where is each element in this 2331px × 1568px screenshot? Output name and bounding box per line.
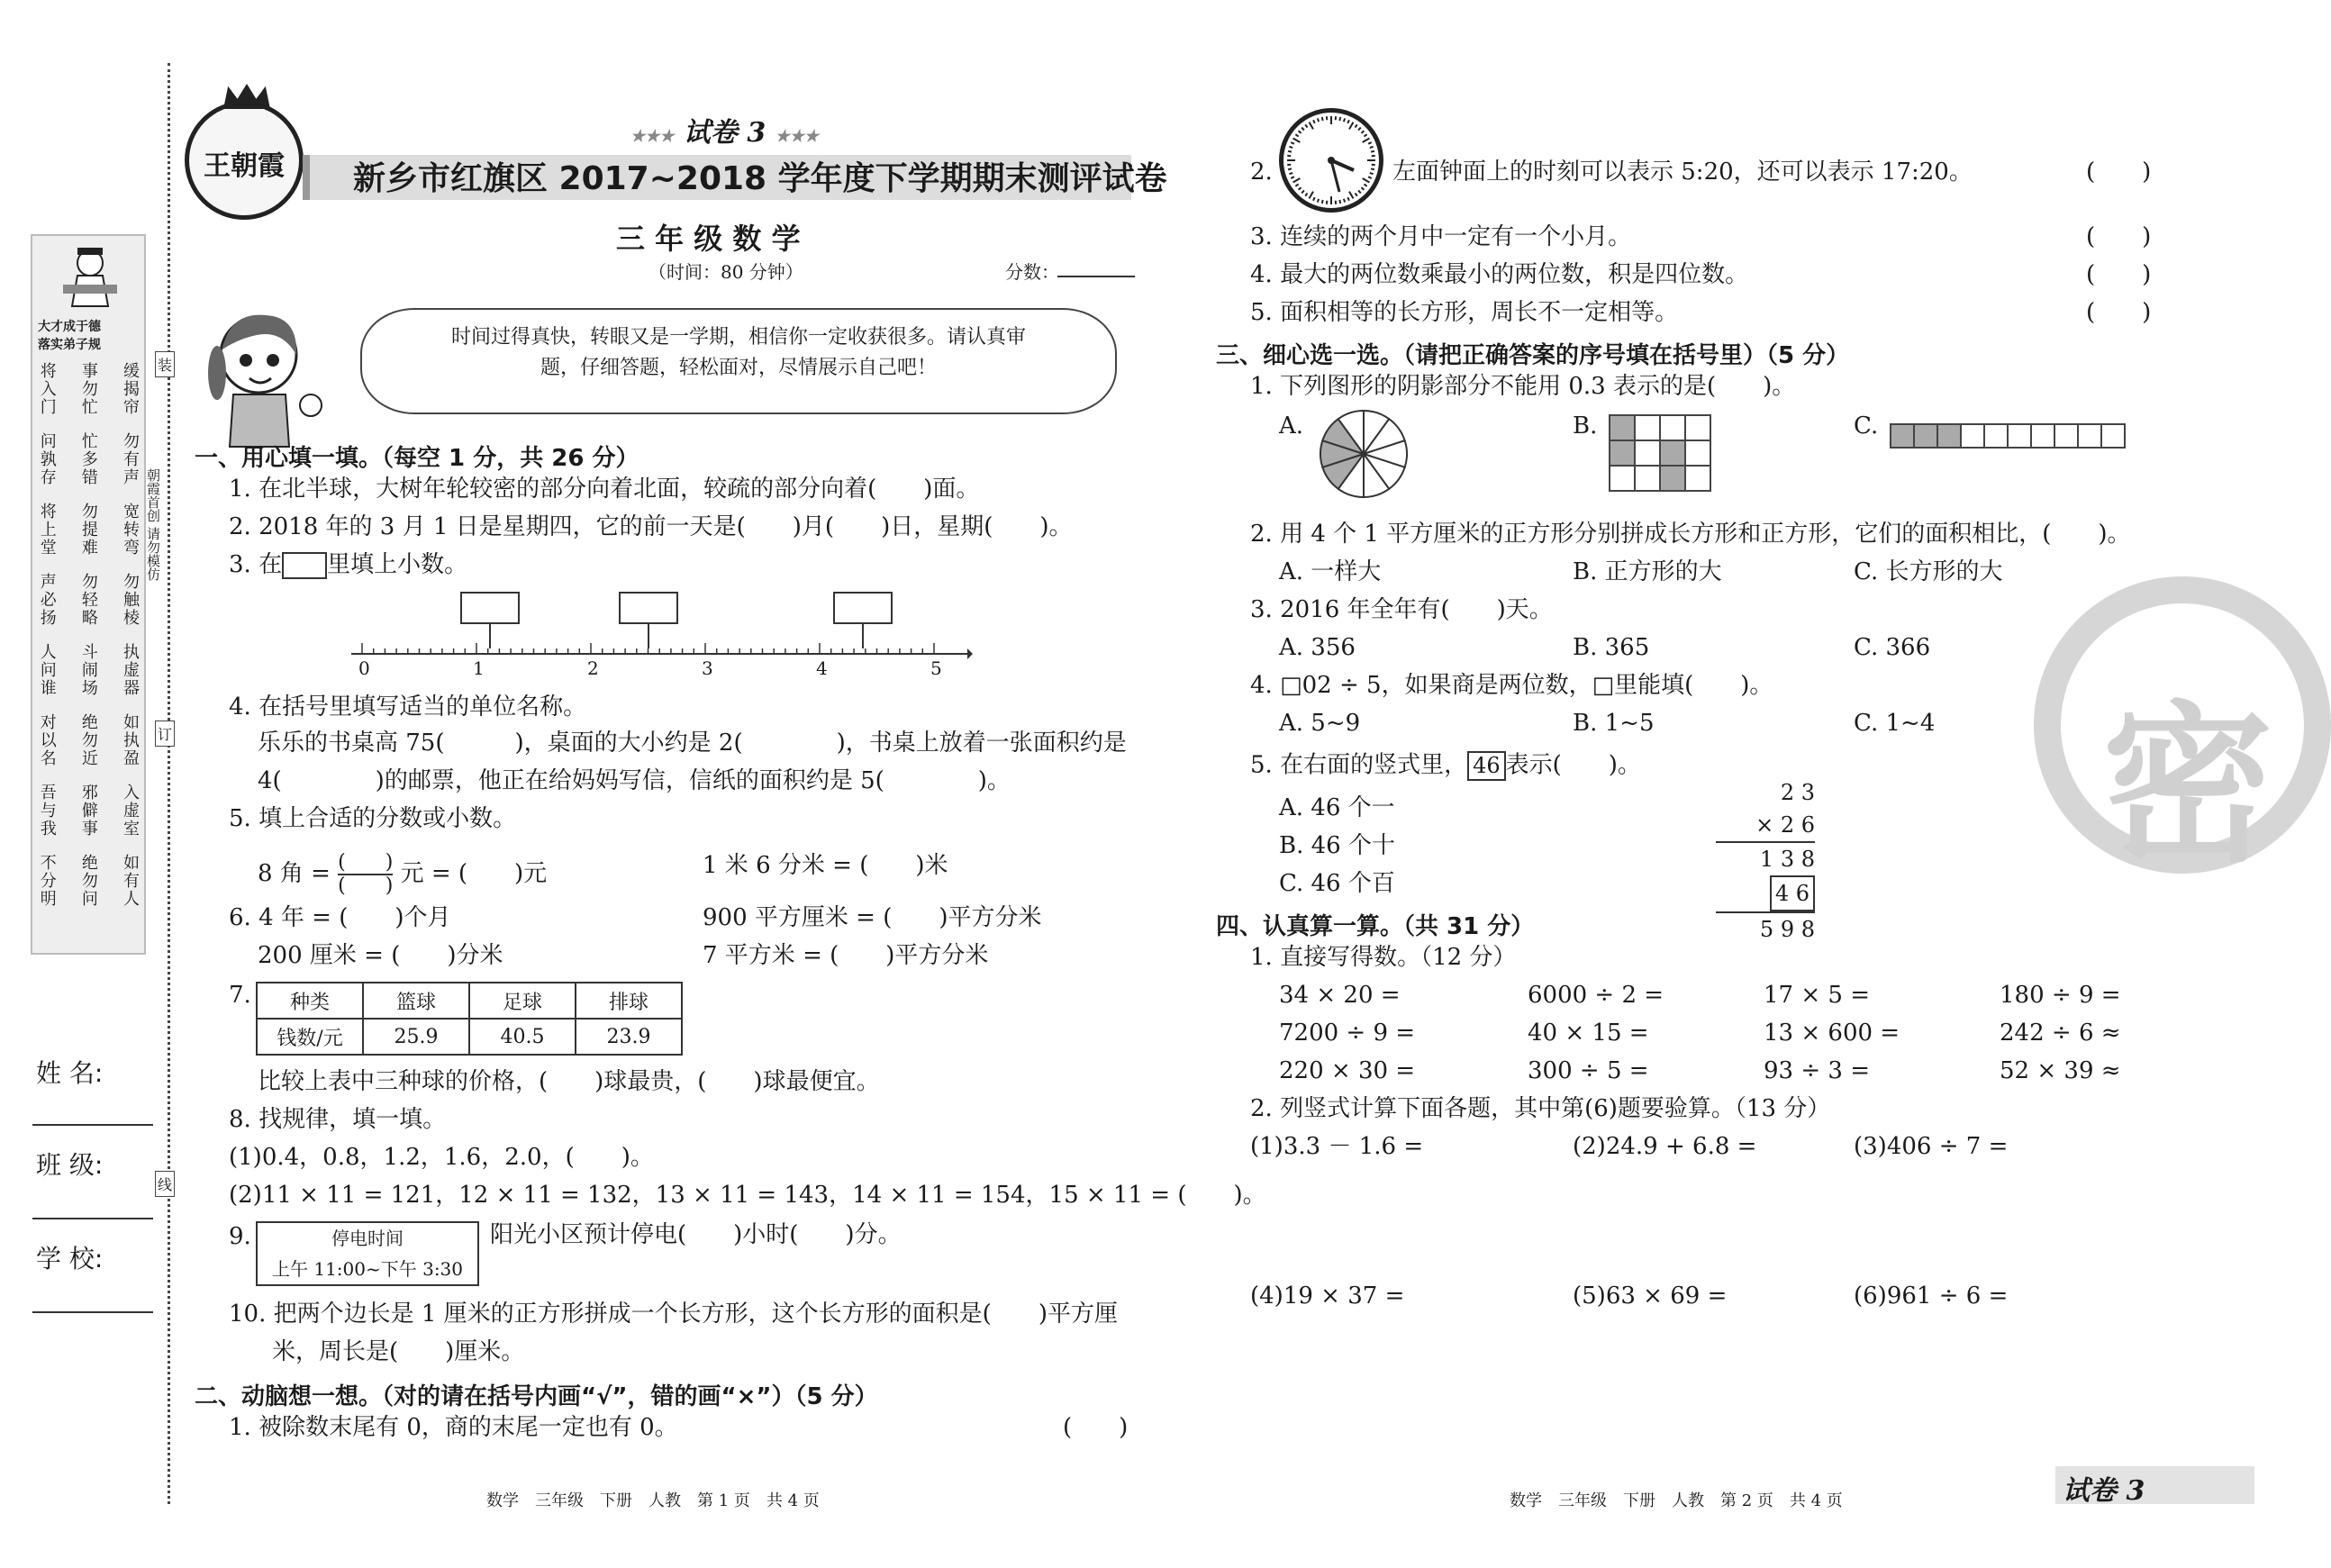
table-cell: 25.9 <box>363 1019 469 1055</box>
encouragement-line-2: 题，仔细答题，轻松面对，尽情展示自己吧！ <box>540 357 937 379</box>
clock-tick <box>1364 134 1366 136</box>
clock-tick <box>1371 151 1374 152</box>
clock-tick <box>1361 187 1364 190</box>
clock-tick <box>1310 122 1314 130</box>
judge-4-answer[interactable]: ( ) <box>2086 261 2152 288</box>
dizigui-col: 吾与我 <box>37 784 57 838</box>
table-header: 篮球 <box>363 983 469 1019</box>
encouragement-cloud <box>360 308 1117 414</box>
dizigui-col: 将上堂 <box>37 503 57 557</box>
vertical-multiplication <box>1716 776 1815 946</box>
binding-line <box>168 63 170 1504</box>
nl-label: 4 <box>816 657 828 679</box>
clock-tick <box>1302 128 1304 131</box>
clock-tick <box>1310 192 1314 199</box>
clock-tick <box>1288 168 1292 169</box>
sidebar-motto-2: 落实弟子规 <box>38 338 101 352</box>
clock-tick <box>1291 142 1294 144</box>
footer-page-1: 数学 三年级 下册 人教 第 1 页 共 4 页 <box>486 1491 820 1510</box>
nl-label: 0 <box>358 657 370 679</box>
choice-2-b[interactable]: B. 正方形的大 <box>1573 558 1722 585</box>
binding-mark-2: 订 <box>155 721 175 747</box>
question-1-4a: 乐乐的书桌高 75( )，桌面的大小约是 2( )，书桌上放着一张面积约是 <box>258 730 1127 757</box>
question-1-2: 2. 2018 年的 3 月 1 日是星期四，它的前一天是( )月( )日，星期( )。 <box>229 513 1073 540</box>
calc-1-title: 1. 直接写得数。（12 分） <box>1250 944 1517 971</box>
clock-tick <box>1318 199 1319 203</box>
clock-tick <box>1305 193 1307 195</box>
clock-tick <box>1293 178 1301 183</box>
corner-series: 试卷 3 <box>2063 1475 2145 1507</box>
nl-label: 2 <box>587 657 599 679</box>
clock-tick <box>1302 190 1304 193</box>
vertical-calc-5[interactable]: (5)63 × 69 = <box>1573 1282 1728 1310</box>
clock-tick <box>1313 120 1315 123</box>
judge-2: 左面钟面上的时刻可以表示 5:20，还可以表示 17:20。 <box>1392 159 1973 186</box>
choice-3: 3. 2016 年全年有( )天。 <box>1250 596 1553 623</box>
answer-box[interactable] <box>282 552 327 579</box>
table-header: 种类 <box>257 983 363 1019</box>
dizigui-col: 人问谁 <box>37 643 57 697</box>
clock-tick <box>1347 120 1349 123</box>
girl-illustration <box>203 304 329 449</box>
question-1-4b: 4( )的邮票，他正在给妈妈写信，信纸的面积约是 5( )。 <box>258 767 1011 794</box>
question-1-3-text: 3. 在 <box>229 551 283 578</box>
clock-tick <box>1355 193 1356 195</box>
number-line <box>351 629 973 683</box>
dizigui-col: 绝勿问 <box>78 854 98 908</box>
name-label: 姓 名: <box>36 1058 104 1088</box>
clock-tick <box>1291 177 1294 178</box>
question-1-6d: 7 平方米 = ( )平方分米 <box>703 942 989 969</box>
table-cell: 钱数/元 <box>257 1019 363 1055</box>
strip-figure <box>1890 423 2126 449</box>
clock-tick <box>1293 139 1301 143</box>
power-outage-box <box>256 1221 479 1286</box>
brand-name: 王朝霞 <box>204 150 285 182</box>
choice-3-a[interactable]: A. 356 <box>1279 634 1356 661</box>
vert-line: 5 9 8 <box>1716 911 1815 946</box>
clock-tick <box>1344 118 1345 122</box>
dizigui-col: 勿触棱 <box>120 573 140 627</box>
pie-figure <box>1317 407 1410 504</box>
question-1-9-number: 9. <box>229 1223 251 1250</box>
exam-title: 新乡市红旗区 2017~2018 学年度下学期期末测评试卷 <box>353 160 1167 197</box>
nl-label: 1 <box>473 657 485 679</box>
mental-math-item[interactable]: 242 ÷ 6 ≈ <box>2000 1020 2121 1047</box>
dizigui-col: 执虚器 <box>120 643 140 697</box>
choice-4-b[interactable]: B. 1~5 <box>1573 710 1655 737</box>
dizigui-col: 邪僻事 <box>78 784 98 838</box>
vert-line: 1 3 8 <box>1716 841 1815 875</box>
question-1-3-text-b: 里填上小数。 <box>327 551 468 578</box>
mental-math-item[interactable]: 17 × 5 = <box>1764 982 1870 1009</box>
question-1-3 <box>229 551 467 579</box>
clock-tick <box>1295 134 1298 136</box>
clock-tick <box>1361 131 1364 133</box>
power-outage-title: 停电时间 <box>331 1228 404 1249</box>
dizigui-col: 勿轻略 <box>78 573 98 627</box>
judge-5-answer[interactable]: ( ) <box>2086 299 2152 326</box>
vert-line: × 2 6 <box>1755 812 1815 838</box>
dizigui-col: 不分明 <box>37 854 57 908</box>
mental-math-item[interactable]: 93 ÷ 3 = <box>1764 1057 1870 1084</box>
clock-tick <box>1339 117 1340 121</box>
question-1-6a: 6. 4 年 = ( )个月 <box>229 904 451 931</box>
series-label <box>630 110 819 150</box>
question-1-5a-text: 8 角 = <box>258 860 331 888</box>
dizigui-col: 勿有声 <box>120 432 140 486</box>
judge-2-number: 2. <box>1250 159 1273 186</box>
section-4-title: 四、认真算一算。（共 31 分） <box>1216 913 1535 940</box>
choice-1-b[interactable]: B. <box>1573 412 1598 440</box>
choice-1-c[interactable]: C. <box>1854 412 1879 440</box>
choice-1: 1. 下列图形的阴影部分不能用 0.3 表示的是( )。 <box>1250 373 1796 400</box>
scholar-illustration <box>45 245 135 299</box>
judge-4: 4. 最大的两位数乘最小的两位数，积是四位数。 <box>1250 261 1749 288</box>
table-cell: 40.5 <box>469 1019 576 1055</box>
judge-1-answer[interactable]: ( ) <box>1063 1414 1129 1441</box>
table-header: 足球 <box>469 983 576 1019</box>
choice-5-c[interactable]: C. 46 个百 <box>1279 870 1395 897</box>
question-1-10a: 10. 把两个边长是 1 厘米的正方形拼成一个长方形，这个长方形的面积是( )平方厘 <box>229 1301 1118 1328</box>
clock-tick <box>1363 139 1370 143</box>
vert-boxed-46: 4 6 <box>1770 875 1815 911</box>
judge-3: 3. 连续的两个月中一定有一个小月。 <box>1250 223 1632 250</box>
clock-tick <box>1339 200 1340 204</box>
vert-line: 2 3 <box>1780 780 1815 805</box>
dizigui-col: 忙多错 <box>78 432 98 486</box>
confidential-stamp <box>2034 576 2331 885</box>
crown-icon <box>223 84 270 109</box>
clock-tick <box>1289 173 1292 174</box>
choice-1-a[interactable]: A. <box>1279 412 1304 440</box>
question-1-6b: 900 平方厘米 = ( )平方分米 <box>703 904 1042 931</box>
clock-tick <box>1368 177 1372 178</box>
dizigui-col: 声必扬 <box>37 573 57 627</box>
calc-2-title: 2. 列竖式计算下面各题，其中第(6)题要验算。（13 分） <box>1250 1095 1831 1122</box>
judge-2-answer[interactable]: ( ) <box>2086 159 2152 186</box>
section-3-title: 三、细心选一选。（请把正确答案的序号填在括号里）（5 分） <box>1216 342 1850 369</box>
question-1-6c: 200 厘米 = ( )分米 <box>258 942 503 969</box>
choice-2-a[interactable]: A. 一样大 <box>1279 558 1382 585</box>
dizigui-col: 入虚室 <box>120 784 140 838</box>
clock-tick <box>1364 184 1366 186</box>
section-2-title: 二、动脑想一想。（对的请在括号内画“√”，错的画“×”）（5 分） <box>195 1383 878 1410</box>
binding-mark-3: 线 <box>155 1171 175 1197</box>
vertical-calc-1[interactable]: (1)3.3 － 1.6 = <box>1250 1133 1424 1160</box>
clock-tick <box>1289 147 1292 148</box>
dizigui-col: 问孰存 <box>37 432 57 486</box>
dizigui-columns <box>38 362 139 908</box>
footer-page-2: 数学 三年级 下册 人教 第 2 页 共 4 页 <box>1510 1491 1843 1510</box>
choice-4: 4. □02 ÷ 5，如果商是两位数，□里能填( )。 <box>1250 672 1773 699</box>
highlight-box: 46 <box>1467 751 1506 781</box>
dizigui-col: 勿提难 <box>78 503 98 557</box>
mental-math-item[interactable]: 6000 ÷ 2 = <box>1528 982 1664 1009</box>
vertical-calc-2[interactable]: (2)24.9 + 6.8 = <box>1573 1133 1757 1160</box>
dizigui-col: 将入门 <box>37 362 57 416</box>
clock-tick <box>1322 200 1323 204</box>
class-label: 班 级: <box>36 1150 104 1180</box>
star-icon: ★★★ <box>630 127 675 146</box>
question-1-8: 8. 找规律，填一填。 <box>229 1106 447 1133</box>
question-1-7-number: 7. <box>229 982 251 1009</box>
table-header: 排球 <box>576 983 682 1019</box>
clock-icon <box>1279 108 1383 213</box>
dizigui-col: 如有人 <box>120 854 140 908</box>
choice-2-c[interactable]: C. 长方形的大 <box>1854 558 2003 585</box>
sidebar-motto-1: 大才成于德 <box>38 320 101 334</box>
mental-math-item[interactable]: 300 ÷ 5 = <box>1528 1057 1649 1084</box>
clock-tick <box>1368 142 1372 144</box>
vertical-calc-3[interactable]: (3)406 ÷ 7 = <box>1854 1133 2009 1160</box>
power-outage-time: 上午 11:00~下午 3:30 <box>271 1258 464 1280</box>
nl-label: 3 <box>702 657 713 679</box>
dizigui-col: 绝勿近 <box>78 713 98 767</box>
encouragement-line-1: 时间过得真快，转眼又是一学期，相信你一定收获很多。请认真审 <box>450 326 1026 349</box>
mental-math-item[interactable]: 34 × 20 = <box>1279 982 1401 1009</box>
question-1-7a: 比较上表中三种球的价格，( )球最贵，( )球最便宜。 <box>258 1068 880 1095</box>
choice-3-b[interactable]: B. 365 <box>1573 634 1650 661</box>
mental-math-item[interactable]: 52 × 39 ≈ <box>2000 1057 2121 1084</box>
dizigui-col: 缓揭帘 <box>120 362 140 416</box>
class-field[interactable] <box>32 1218 153 1219</box>
binding-mark-1: 装 <box>155 351 175 377</box>
clock-tick <box>1347 197 1349 201</box>
stamp-character: 密 <box>2102 686 2274 885</box>
question-1-1: 1. 在北半球，大树年轮较密的部分向着北面，较疏的部分向着( )面。 <box>229 476 980 503</box>
choice-5-text: 5. 在右面的竖式里， <box>1250 751 1468 779</box>
clock-tick <box>1295 184 1298 186</box>
question-1-10b: 米，周长是( )厘米。 <box>272 1338 525 1365</box>
judge-5: 5. 面积相等的长方形，周长不一定相等。 <box>1250 299 1679 326</box>
dizigui-col: 斗闹场 <box>78 643 98 697</box>
question-1-9a: 阳光小区预计停电( )小时( )分。 <box>490 1221 902 1248</box>
mental-math-item[interactable]: 220 × 30 = <box>1279 1057 1416 1084</box>
clock-tick <box>1363 178 1370 183</box>
judge-1: 1. 被除数末尾有 0，商的末尾一定也有 0。 <box>229 1414 678 1441</box>
ball-price-table <box>256 982 683 1056</box>
vertical-calc-4[interactable]: (4)19 × 37 = <box>1250 1282 1405 1310</box>
clock-tick <box>1349 192 1354 199</box>
question-1-5b: 1 米 6 分米 = ( )米 <box>703 852 948 879</box>
clock-tick <box>1313 197 1315 201</box>
choice-5-a[interactable]: A. 46 个一 <box>1279 794 1395 821</box>
fraction-blank[interactable]: ( ) ( ) <box>338 851 394 898</box>
dizigui-col: 宽转弯 <box>120 503 140 557</box>
clock-tick <box>1322 117 1323 121</box>
clock-tick <box>1318 118 1319 122</box>
clock-tick <box>1349 122 1354 130</box>
question-1-8b: (2)11 × 11 = 121，12 × 11 = 132，13 × 11 = 143，14 × 11 = 154，15 × 11 = ( )。 <box>229 1182 1266 1209</box>
score-field[interactable] <box>1057 276 1135 277</box>
choice-4-a[interactable]: A. 5~9 <box>1279 710 1361 737</box>
choice-5 <box>1250 751 1641 781</box>
mental-math-item[interactable]: 13 × 600 = <box>1764 1020 1900 1047</box>
section-1-title: 一、用心填一填。（每空 1 分，共 26 分） <box>195 445 639 472</box>
question-1-5a <box>258 852 547 897</box>
subject-title: 三 年 级 数 学 <box>616 222 801 256</box>
side-note: 朝霞首创 请勿模仿 <box>145 468 161 581</box>
choice-5-b[interactable]: B. 46 个十 <box>1279 832 1395 859</box>
clock-tick <box>1305 124 1307 127</box>
clock-tick <box>1299 187 1302 190</box>
mental-math-item[interactable]: 7200 ÷ 9 = <box>1279 1020 1416 1047</box>
dizigui-col: 对以名 <box>37 713 57 767</box>
mental-math-item[interactable]: 40 × 15 = <box>1528 1020 1649 1047</box>
clock-tick <box>1358 128 1361 131</box>
question-1-8a: (1)0.4，0.8，1.2，1.6，2.0，( )。 <box>229 1144 654 1171</box>
clock-tick <box>1355 124 1356 127</box>
star-icon: ★★★ <box>775 127 820 146</box>
sidebar-panel <box>31 234 146 955</box>
school-field[interactable] <box>32 1311 153 1313</box>
clock-tick <box>1370 147 1374 148</box>
nl-label: 5 <box>930 657 942 679</box>
dizigui-col: 事勿忙 <box>78 362 98 416</box>
clock-tick <box>1370 173 1374 174</box>
clock-tick <box>1299 131 1302 133</box>
choice-4-c[interactable]: C. 1~4 <box>1854 710 1936 737</box>
school-label: 学 校: <box>36 1244 104 1273</box>
choice-3-c[interactable]: C. 366 <box>1854 634 1931 661</box>
choice-2: 2. 用 4 个 1 平方厘米的正方形分别拼成长方形和正方形，它们的面积相比，( )。 <box>1250 521 2131 548</box>
brand-logo <box>185 101 304 220</box>
vertical-calc-6[interactable]: (6)961 ÷ 6 = <box>1854 1282 2009 1310</box>
dizigui-col: 如执盈 <box>120 713 140 767</box>
table-cell: 23.9 <box>576 1019 682 1055</box>
judge-3-answer[interactable]: ( ) <box>2086 223 2152 250</box>
grid-figure <box>1609 414 1711 492</box>
name-field[interactable] <box>32 1124 153 1126</box>
vert-line <box>1716 875 1815 911</box>
series-text: 试卷 3 <box>683 117 766 149</box>
score-label: 分数： <box>1005 261 1059 283</box>
choice-5-text-b: 表示( )。 <box>1505 751 1641 779</box>
time-limit: （时间：80 分钟） <box>649 261 803 283</box>
clock-tick <box>1358 190 1361 193</box>
clock-tick <box>1288 151 1292 152</box>
clock-tick <box>1344 199 1345 203</box>
clock-tick <box>1371 168 1374 169</box>
question-1-4: 4. 在括号里填写适当的单位名称。 <box>229 693 587 721</box>
question-1-5a-text-b: 元 = ( )元 <box>400 860 548 888</box>
mental-math-item[interactable]: 180 ÷ 9 = <box>2000 982 2121 1009</box>
question-1-5: 5. 填上合适的分数或小数。 <box>229 805 517 832</box>
